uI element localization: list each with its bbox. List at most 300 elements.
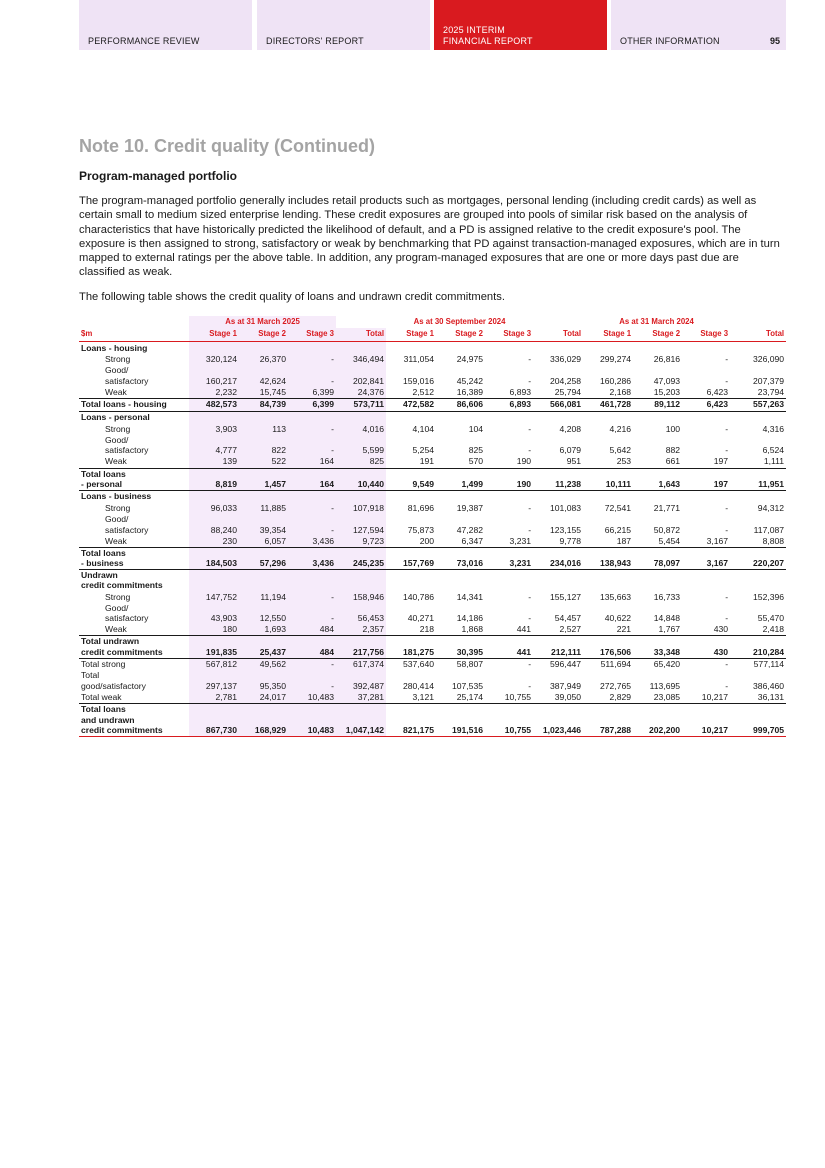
value-cell: 94,312: [757, 502, 785, 513]
value-cell: 11,238: [533, 468, 583, 490]
value-cell: [533, 569, 583, 591]
value-cell: 197: [682, 468, 730, 490]
value-cell: [436, 411, 485, 423]
table-row: [79, 514, 786, 535]
value-cell: 1,693: [239, 624, 288, 636]
value-cell: 10,483: [288, 691, 336, 703]
value-cell: 190: [516, 456, 532, 467]
value-cell: 19,387: [456, 502, 484, 513]
row-label: Strong: [105, 354, 131, 365]
value-cell: -: [725, 524, 729, 535]
value-cell: 15,203: [653, 386, 681, 397]
row-label: Good/ satisfactory: [105, 365, 149, 386]
row-label: Undrawn credit commitments: [81, 569, 163, 591]
value-cell: 245,235: [336, 547, 386, 569]
value-cell: 253: [616, 456, 632, 467]
value-cell: [288, 569, 336, 591]
value-cell: 4,104: [412, 423, 435, 434]
row-label: Good/ satisfactory: [105, 513, 149, 535]
value-cell: 147,752: [189, 591, 239, 603]
value-cell: [239, 411, 288, 423]
value-cell: 33,348: [633, 636, 682, 658]
value-cell: 9,549: [386, 468, 436, 490]
value-cell: 10,755: [485, 704, 533, 737]
value-cell: [730, 490, 786, 502]
value-cell: 25,794: [554, 386, 582, 397]
value-cell: -: [528, 354, 532, 365]
value-cell: 217,756: [336, 636, 386, 658]
value-cell: 159,016: [402, 375, 435, 386]
value-cell: 6,423: [682, 398, 730, 411]
value-cell: -: [288, 591, 336, 603]
value-cell: 49,562: [239, 658, 288, 670]
value-cell: 45,242: [456, 375, 484, 386]
value-cell: [189, 490, 239, 502]
tab-label: DIRECTORS' REPORT: [266, 36, 364, 46]
value-cell: 3,231: [509, 535, 532, 546]
value-cell: [533, 342, 583, 354]
value-cell: 2,418: [762, 624, 785, 635]
column-header: Stage 3: [288, 328, 336, 342]
value-cell: 484: [288, 636, 336, 658]
value-cell: 577,114: [753, 659, 785, 670]
value-cell: 157,769: [386, 547, 436, 569]
value-cell: 3,121: [412, 691, 435, 702]
value-cell: 5,599: [336, 435, 386, 456]
value-cell: [485, 342, 533, 354]
value-cell: -: [725, 659, 729, 670]
table-body: [79, 342, 786, 737]
row-label: Loans - personal: [81, 412, 150, 423]
value-cell: [682, 490, 730, 502]
value-cell: 15,745: [239, 386, 288, 398]
value-cell: 113: [239, 423, 288, 435]
value-cell: 4,016: [336, 423, 386, 435]
value-cell: [485, 411, 533, 423]
value-cell: -: [288, 658, 336, 670]
value-cell: 152,396: [753, 591, 785, 602]
value-cell: 6,079: [559, 445, 582, 456]
value-cell: 6,347: [461, 535, 484, 546]
value-cell: 5,254: [412, 445, 435, 456]
value-cell: 346,494: [336, 354, 386, 366]
tab-label: PERFORMANCE REVIEW: [88, 36, 200, 46]
section-nav: [79, 0, 786, 50]
column-header: Total: [336, 328, 386, 342]
column-header: Total: [730, 328, 786, 342]
value-cell: 107,535: [451, 680, 484, 691]
value-cell: 6,423: [706, 386, 729, 397]
value-cell: 39,050: [554, 691, 582, 702]
value-cell: 25,174: [456, 691, 484, 702]
value-cell: 11,951: [730, 468, 786, 490]
value-cell: 511,694: [600, 659, 632, 670]
value-cell: 821,175: [386, 704, 436, 737]
tab-performance-review[interactable]: [79, 0, 252, 50]
value-cell: 139: [189, 456, 239, 468]
value-cell: [730, 342, 786, 354]
row-label: Total strong: [81, 659, 126, 670]
value-cell: 78,097: [633, 547, 682, 569]
value-cell: 2,527: [559, 624, 582, 635]
value-cell: 21,771: [653, 502, 681, 513]
value-cell: 825: [336, 456, 386, 468]
tab-directors-report[interactable]: [257, 0, 430, 50]
value-cell: [682, 569, 730, 591]
value-cell: [288, 411, 336, 423]
column-header-row: [79, 328, 786, 342]
value-cell: 230: [189, 535, 239, 547]
value-cell: -: [528, 680, 532, 691]
value-cell: 297,137: [189, 670, 239, 691]
value-cell: [386, 569, 436, 591]
table-row: [79, 670, 786, 691]
section-row: [79, 411, 786, 423]
value-cell: 482,573: [189, 398, 239, 411]
value-cell: [682, 342, 730, 354]
value-cell: -: [288, 603, 336, 624]
section-row: [79, 490, 786, 502]
value-cell: 2,781: [189, 691, 239, 703]
value-cell: 326,090: [753, 354, 785, 365]
value-cell: -: [528, 659, 532, 670]
value-cell: 47,282: [456, 524, 484, 535]
table-row: [79, 535, 786, 547]
value-cell: 1,767: [658, 624, 681, 635]
value-cell: 2,512: [412, 386, 435, 397]
value-cell: 1,023,446: [533, 704, 583, 737]
value-cell: [436, 569, 485, 591]
column-header: Stage 3: [485, 328, 533, 342]
section-row: [79, 342, 786, 354]
value-cell: 113,695: [649, 680, 681, 691]
value-cell: 441: [485, 636, 533, 658]
value-cell: [533, 490, 583, 502]
value-cell: -: [288, 354, 336, 366]
value-cell: 617,374: [336, 658, 386, 670]
value-cell: 822: [239, 435, 288, 456]
value-cell: 81,696: [407, 502, 435, 513]
value-cell: 392,487: [336, 670, 386, 691]
value-cell: 54,457: [554, 613, 582, 624]
value-cell: 573,711: [336, 398, 386, 411]
value-cell: 86,606: [436, 398, 485, 411]
value-cell: 30,395: [436, 636, 485, 658]
value-cell: 43,903: [189, 603, 239, 624]
value-cell: 14,186: [456, 613, 484, 624]
value-cell: 5,454: [658, 535, 681, 546]
value-cell: [386, 490, 436, 502]
value-cell: 220,207: [730, 547, 786, 569]
total-row: [79, 398, 786, 411]
value-cell: [633, 411, 682, 423]
row-label: Weak: [105, 535, 127, 546]
value-cell: 117,087: [753, 524, 785, 535]
value-cell: 65,420: [653, 659, 681, 670]
value-cell: [485, 490, 533, 502]
tab-label: OTHER INFORMATION: [620, 36, 720, 46]
value-cell: 138,943: [583, 547, 633, 569]
value-cell: [730, 569, 786, 591]
column-header: Stage 1: [189, 328, 239, 342]
blank-cell: [533, 316, 583, 328]
column-header: Stage 2: [239, 328, 288, 342]
value-cell: 24,017: [239, 691, 288, 703]
value-cell: 127,594: [336, 514, 386, 535]
value-cell: 84,739: [239, 398, 288, 411]
blank-cell: [336, 316, 386, 328]
credit-quality-table: [79, 316, 786, 737]
value-cell: [336, 490, 386, 502]
value-cell: 40,622: [604, 613, 632, 624]
value-cell: 5,642: [609, 445, 632, 456]
value-cell: 280,414: [402, 680, 435, 691]
page-number: 95: [769, 36, 780, 46]
period-header: As at 30 September 2024: [413, 316, 506, 326]
column-header: Stage 1: [583, 328, 633, 342]
column-header: Stage 2: [436, 328, 485, 342]
value-cell: -: [725, 680, 729, 691]
value-cell: 202,841: [336, 365, 386, 386]
value-cell: [189, 411, 239, 423]
blank-cell: [730, 316, 786, 328]
value-cell: [288, 490, 336, 502]
value-cell: 9,778: [559, 535, 582, 546]
value-cell: 184,503: [189, 547, 239, 569]
row-label: Total loans - housing: [79, 398, 189, 411]
value-cell: 24,376: [336, 386, 386, 398]
value-cell: 567,812: [189, 658, 239, 670]
value-cell: -: [528, 502, 532, 513]
value-cell: -: [528, 423, 532, 434]
value-cell: 10,483: [288, 704, 336, 737]
period-header-row: [79, 316, 786, 328]
value-cell: -: [528, 445, 532, 456]
value-cell: -: [725, 613, 729, 624]
value-cell: 299,274: [599, 354, 632, 365]
value-cell: 25,437: [239, 636, 288, 658]
row-label: Good/ satisfactory: [105, 434, 149, 456]
value-cell: 8,808: [762, 535, 785, 546]
value-cell: 187: [616, 535, 632, 546]
value-cell: 311,054: [403, 354, 435, 365]
body-paragraph: The following table shows the credit quality of loans and undrawn credit commitments.: [79, 291, 505, 303]
value-cell: [386, 411, 436, 423]
value-cell: 155,127: [549, 591, 582, 602]
value-cell: -: [288, 435, 336, 456]
row-label: Good/ satisfactory: [105, 602, 149, 624]
value-cell: 164: [288, 456, 336, 468]
value-cell: 66,215: [604, 524, 632, 535]
value-cell: 200: [419, 535, 435, 546]
value-cell: 3,167: [682, 547, 730, 569]
value-cell: 160,217: [189, 365, 239, 386]
tab-interim-financial-report[interactable]: [434, 0, 607, 50]
value-cell: 202,200: [633, 704, 682, 737]
value-cell: 430: [682, 636, 730, 658]
row-label: Total weak: [81, 691, 122, 702]
value-cell: [189, 342, 239, 354]
value-cell: -: [288, 365, 336, 386]
section-heading: Program-managed portfolio: [79, 169, 238, 183]
value-cell: 72,541: [604, 502, 632, 513]
value-cell: 11,194: [239, 591, 288, 603]
value-cell: 999,705: [730, 704, 786, 737]
value-cell: 191,516: [436, 704, 485, 737]
table-row: [79, 591, 786, 603]
table-row: [79, 354, 786, 366]
value-cell: 37,281: [336, 691, 386, 703]
value-cell: -: [725, 354, 729, 365]
section-row: [79, 569, 786, 591]
value-cell: -: [288, 502, 336, 514]
value-cell: 1,457: [239, 468, 288, 490]
value-cell: 104: [468, 423, 484, 434]
value-cell: [583, 411, 633, 423]
value-cell: 661: [665, 456, 681, 467]
value-cell: [288, 342, 336, 354]
value-cell: 4,216: [609, 423, 632, 434]
value-cell: [583, 569, 633, 591]
tab-other-information[interactable]: [611, 0, 786, 50]
value-cell: 40,271: [407, 613, 435, 624]
row-label: Weak: [105, 456, 127, 467]
value-cell: [189, 569, 239, 591]
row-label: Loans - business: [81, 491, 152, 502]
value-cell: 1,047,142: [336, 704, 386, 737]
value-cell: 10,217: [701, 691, 729, 702]
table-row: [79, 603, 786, 624]
value-cell: 272,765: [599, 680, 632, 691]
value-cell: 596,447: [549, 659, 582, 670]
value-cell: 4,316: [762, 423, 785, 434]
value-cell: 204,258: [549, 375, 582, 386]
value-cell: 2,232: [189, 386, 239, 398]
value-cell: 36,131: [757, 691, 785, 702]
value-cell: 180: [189, 624, 239, 636]
value-cell: 2,168: [609, 386, 632, 397]
table-row: [79, 365, 786, 386]
value-cell: 6,524: [762, 445, 785, 456]
value-cell: 472,582: [386, 398, 436, 411]
value-cell: 73,016: [436, 547, 485, 569]
row-label: Total loans - business: [79, 547, 189, 569]
body-paragraph: The program-managed portfolio generally includes retail products such as mortgages, personal lending (including credit cards) as well as certain small to medium sized enterprise lending. These credit exposures are grouped into pools of similar risk based on the analysis of characteristics that have historically predicted the likelihood of default, and a PD is assigned relative to the credit exposure's pool. The exposure is then assigned to strong, satisfactory or weak by benchmarking that PD against transaction-managed exposures, which are in turn mapped to external ratings per the above table. In addition, any program-managed exposures that are one or more days past due are classified as weak.: [79, 195, 780, 279]
total-row: [79, 636, 786, 658]
total-row: [79, 468, 786, 490]
value-cell: 14,341: [456, 591, 484, 602]
value-cell: 88,240: [189, 514, 239, 535]
row-label: Strong: [105, 591, 131, 602]
value-cell: 3,231: [485, 547, 533, 569]
period-header: As at 31 March 2024: [619, 316, 694, 326]
value-cell: 8,819: [189, 468, 239, 490]
value-cell: 10,217: [682, 704, 730, 737]
value-cell: 2,829: [609, 691, 632, 702]
value-cell: 221: [616, 624, 632, 635]
value-cell: 57,296: [239, 547, 288, 569]
value-cell: 89,112: [633, 398, 682, 411]
value-cell: -: [725, 591, 729, 602]
value-cell: 101,083: [549, 502, 582, 513]
value-cell: 16,389: [456, 386, 484, 397]
row-label: Total loans - personal: [79, 468, 189, 490]
value-cell: 42,624: [239, 365, 288, 386]
row-label: Total undrawn credit commitments: [79, 636, 189, 658]
value-cell: 11,885: [239, 502, 288, 514]
table-row: [79, 435, 786, 456]
value-cell: 10,111: [583, 468, 633, 490]
value-cell: 14,848: [653, 613, 681, 624]
table-row: [79, 423, 786, 435]
value-cell: [386, 342, 436, 354]
value-cell: 58,807: [456, 659, 484, 670]
value-cell: [336, 411, 386, 423]
value-cell: [239, 342, 288, 354]
table-row: [79, 386, 786, 398]
value-cell: [633, 342, 682, 354]
value-cell: 825: [468, 445, 484, 456]
value-cell: 4,208: [559, 423, 582, 434]
value-cell: 107,918: [336, 502, 386, 514]
column-header: Stage 2: [633, 328, 682, 342]
value-cell: 207,379: [753, 375, 785, 386]
table-row: [79, 624, 786, 636]
value-cell: 320,124: [189, 354, 239, 366]
value-cell: -: [528, 591, 532, 602]
value-cell: [239, 490, 288, 502]
value-cell: 3,903: [189, 423, 239, 435]
value-cell: 181,275: [386, 636, 436, 658]
value-cell: [633, 490, 682, 502]
row-label: Strong: [105, 502, 131, 513]
table-row: [79, 691, 786, 703]
value-cell: 9,723: [336, 535, 386, 547]
value-cell: 336,029: [549, 354, 582, 365]
value-cell: 6,893: [485, 398, 533, 411]
tab-label: 2025 INTERIM FINANCIAL REPORT: [443, 25, 533, 46]
value-cell: 537,640: [402, 659, 435, 670]
total-row: [79, 704, 786, 737]
value-cell: 168,929: [239, 704, 288, 737]
value-cell: -: [528, 613, 532, 624]
value-cell: -: [725, 423, 729, 434]
row-label: Weak: [105, 624, 127, 635]
table-row: [79, 658, 786, 670]
value-cell: 39,354: [239, 514, 288, 535]
value-cell: 191: [419, 456, 435, 467]
value-cell: -: [288, 423, 336, 435]
value-cell: 867,730: [189, 704, 239, 737]
value-cell: 123,155: [549, 524, 582, 535]
value-cell: 176,506: [583, 636, 633, 658]
value-cell: [436, 490, 485, 502]
value-cell: 430: [713, 624, 729, 635]
value-cell: 47,093: [653, 375, 681, 386]
value-cell: 3,436: [288, 535, 336, 547]
value-cell: 3,167: [706, 535, 729, 546]
blank-cell: [79, 316, 189, 328]
value-cell: 570: [468, 456, 484, 467]
value-cell: 557,263: [730, 398, 786, 411]
value-cell: 522: [239, 456, 288, 468]
value-cell: -: [725, 375, 729, 386]
row-label: Total loans and undrawn credit commitments: [79, 704, 189, 737]
value-cell: -: [288, 670, 336, 691]
value-cell: 234,016: [533, 547, 583, 569]
value-cell: 4,777: [189, 435, 239, 456]
value-cell: 6,399: [288, 386, 336, 398]
